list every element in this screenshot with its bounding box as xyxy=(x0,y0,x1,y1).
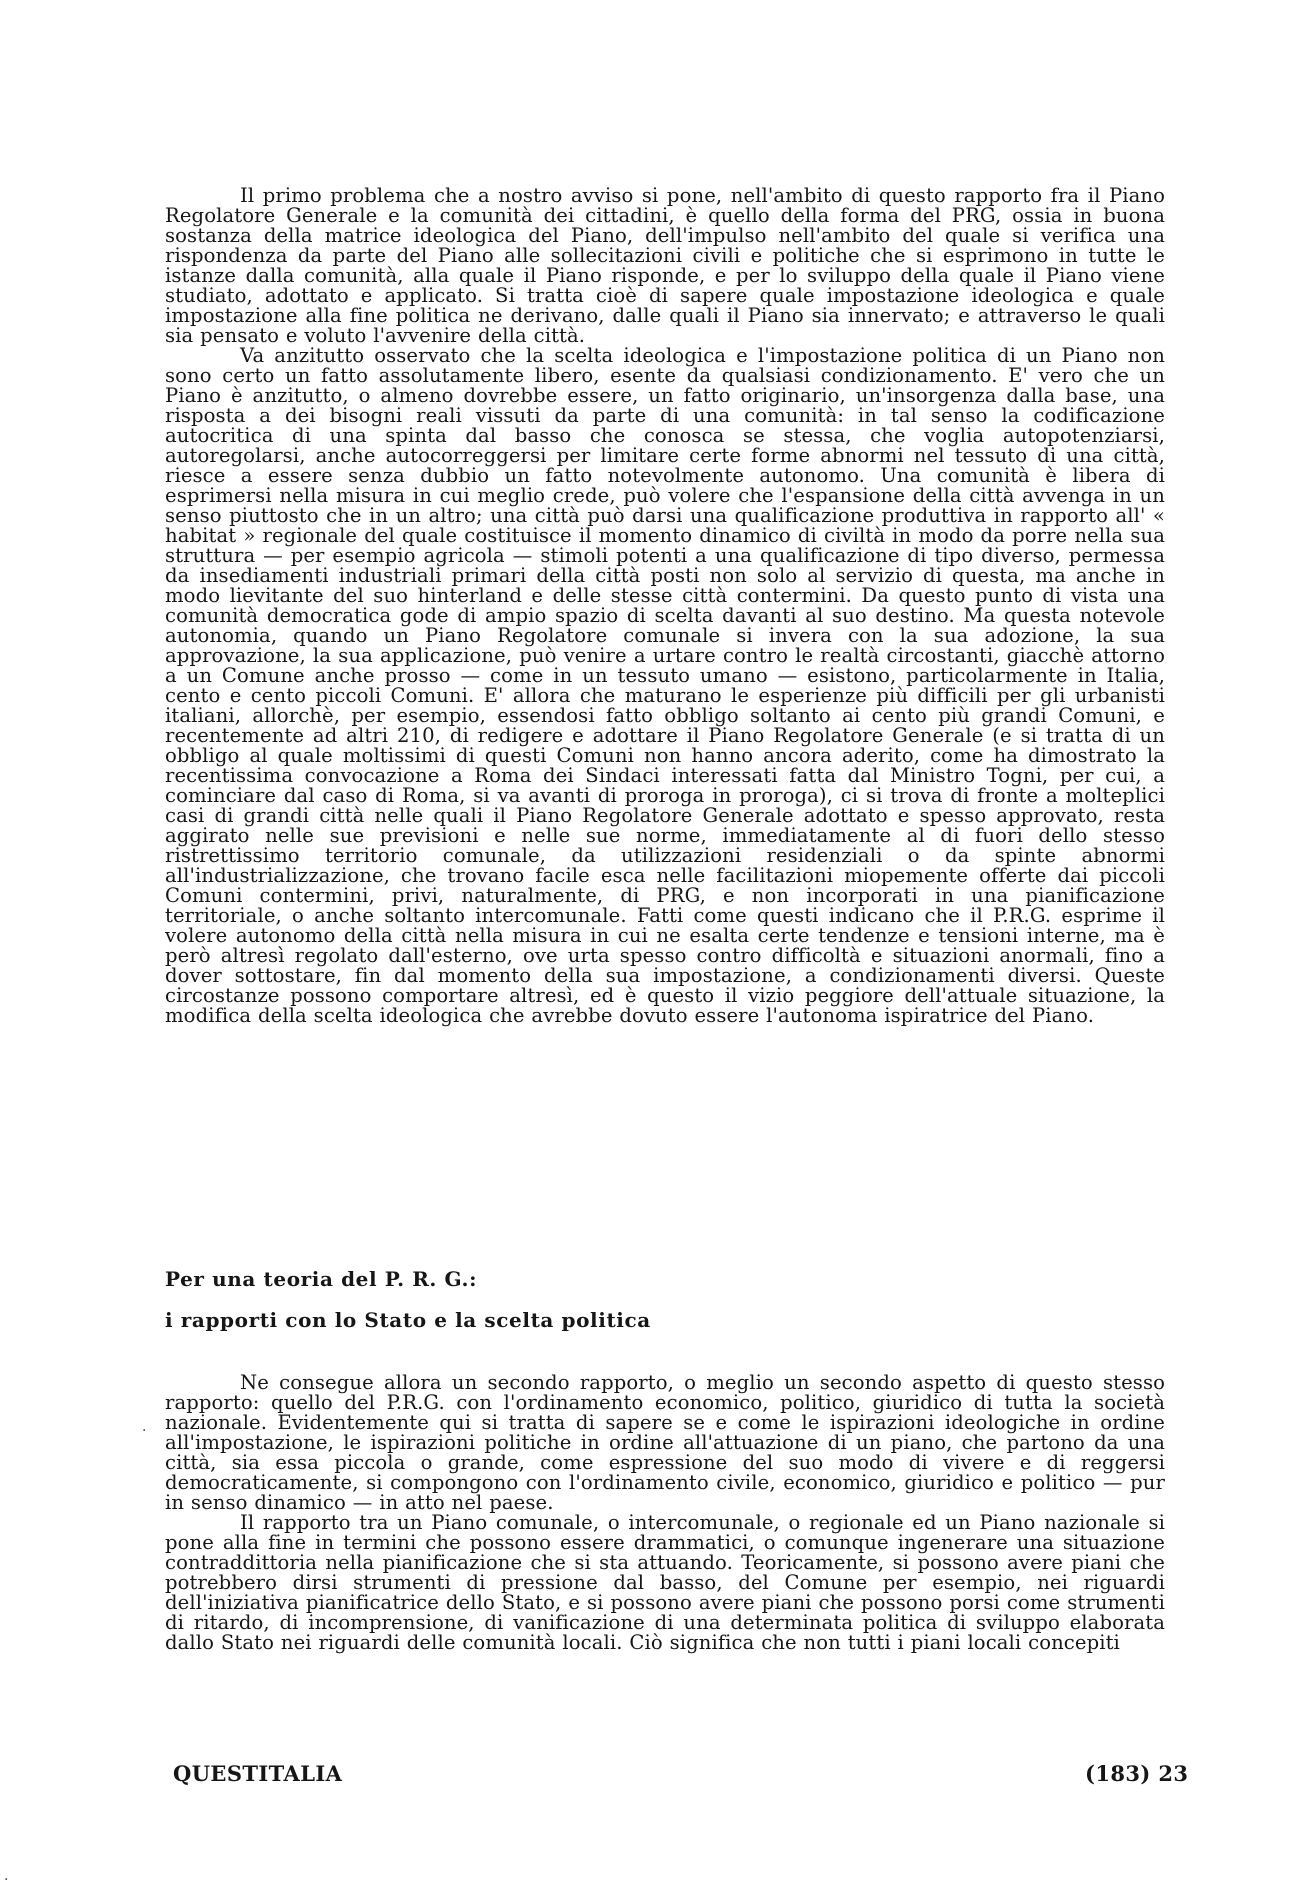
body-text-bottom xyxy=(165,1373,1165,1653)
margin-mark: · xyxy=(142,1423,147,1439)
corner-mark: · xyxy=(4,1872,9,1888)
footer-page-number: (183) 23 xyxy=(1085,1761,1189,1786)
paragraph-4: Il rapporto tra un Piano comunale, o intercomunale, o regionale ed un Piano nazionale si pone alla fine in termini che possono essere drammatici, o comunque ingenerare una situazione contraddittoria nella pianificazione che si sta attuando. Teoricamente, si possono avere piani che potrebbero dirsi strumenti di pressione dal basso, del Comune per esempio, nei riguardi dell'iniziativa pianificatrice dello Stato, e si possono avere piani che possono porsi come strumenti di ritardo, di incomprensione, di vanificazione di una determinata politica di sviluppo elaborata dallo Stato nei riguardi delle comunità locali. Ciò significa che non tutti i piani locali concepiti xyxy=(165,1511,1165,1654)
body-text-top xyxy=(165,186,1165,1026)
section-heading-line-1: Per una teoria del P. R. G.: xyxy=(165,1267,478,1291)
section-heading-line-2: i rapporti con lo Stato e la scelta politica xyxy=(165,1308,651,1332)
footer-journal-name: QUESTITALIA xyxy=(173,1761,343,1786)
paragraph-3: Ne consegue allora un secondo rapporto, o meglio un secondo aspetto di questo stesso rapporto: quello del P.R.G. con l'ordinamento economico, politico, giuridico di tutta la società nazionale. Evidentemente qui si tratta di sapere se e come le ispirazioni ideologiche in ordine all'impostazione, le ispirazioni politiche in ordine all'attuazione di un piano, che partono da una città, sia essa piccola o grande, come espressione del suo modo di vivere e di reggersi democraticamente, si compongono con l'ordinamento civile, economico, giuridico e politico — pur in senso dinamico — in atto nel paese. xyxy=(165,1371,1165,1514)
paragraph-2: Va anzitutto osservato che la scelta ideologica e l'impostazione politica di un Piano non sono certo un fatto assolutamente libero, esente da qualsiasi condizionamento. E' vero che un Piano è anzitutto, o almeno dovrebbe essere, un fatto originario, un'insorgenza dalla base, una risposta a dei bisogni reali vissuti da parte di una comunità: in tal senso la codificazione autocritica di una spinta dal basso che conosca se stessa, che voglia autopotenziarsi, autoregolarsi, anche autocorreggersi per limitare certe forme abnormi nel tessuto di una città, riesce a essere senza dubbio un fatto notevolmente autonomo. Una comunità è libera di esprimersi nella misura in cui meglio crede, può volere che l'espansione della città avvenga in un senso piuttosto che in un altro; una città può darsi una qualificazione produttiva in rapporto all' « habitat » regionale del quale costituisce il momento dinamico di civiltà in modo da porre nella sua struttura — per esempio agricola — stimoli potenti a una qualificazione di tipo diverso, permessa da insediamenti industriali primari della città posti non solo al servizio di questa, ma anche in modo lievitante del suo hinterland e delle stesse città contermini. Da questo punto di vista una comunità democratica gode di ampio spazio di scelta davanti al suo destino. Ma questa notevole autonomia, quando un Piano Regolatore comunale si invera con la sua adozione, la sua approvazione, la sua applicazione, può venire a urtare contro le realtà circostanti, giacchè attorno a un Comune anche prosso — come in un tessuto umano — esistono, particolarmente in Italia, cento e cento piccoli Comuni. E' allora che maturano le esperienze più difficili per gli urbanisti italiani, allorchè, per esempio, essendosi fatto obbligo soltanto ai cento più grandi Comuni, e recentemente ad altri 210, di redigere e adottare il Piano Regolatore Generale (e si tratta di un obbligo al quale moltissimi di questi Comuni non hanno ancora aderito, come ha dimostrato la recentissima convocazione a Roma dei Sindaci interessati fatta dal Ministro Togni, per cui, a cominciare dal caso di Roma, si va avanti di proroga in proroga), ci si trova di fronte a molteplici casi di grandi città nelle quali il Piano Regolatore Generale adottato e spesso approvato, resta aggirato nelle sue previsioni e nelle sue norme, immediatamente al di fuori dello stesso ristrettissimo territorio comunale, da utilizzazioni residenziali o da spinte abnormi all'industrializzazione, che trovano facile esca nelle facilitazioni miopemente offerte dai piccoli Comuni contermini, privi, naturalmente, di PRG, e non incorporati in una pianificazione territoriale, o anche soltanto intercomunale. Fatti come questi indicano che il P.R.G. esprime il volere autonomo della città nella misura in cui ne esalta certe tendenze e tensioni interne, ma è però altresì regolato dall'esterno, ove urta spesso contro difficoltà e situazioni anormali, fino a dover sottostare, fin dal momento della sua impostazione, a condizionamenti diversi. Queste circostanze possono comportare altresì, ed è questo il vizio peggiore dell'attuale situazione, la modifica della scelta ideologica che avrebbe dovuto essere l'autonoma ispiratrice del Piano. xyxy=(165,344,1165,1027)
paragraph-1: Il primo problema che a nostro avviso si pone, nell'ambito di questo rapporto fra il Piano Regolatore Generale e la comunità dei cittadini, è quello della forma del PRG, ossia in buona sostanza della matrice ideologica del Piano, dell'impulso nell'ambito del quale si verifica una rispondenza da parte del Piano alle sollecitazioni civili e politiche che si esprimono in tutte le istanze dalla comunità, alla quale il Piano risponde, e per lo sviluppo della quale il Piano viene studiato, adottato e applicato. Si tratta cioè di sapere quale impostazione ideologica e quale impostazione alla fine politica ne derivano, dalle quali il Piano sia innervato; e attraverso le quali sia pensato e voluto l'avvenire della città. xyxy=(165,184,1165,347)
